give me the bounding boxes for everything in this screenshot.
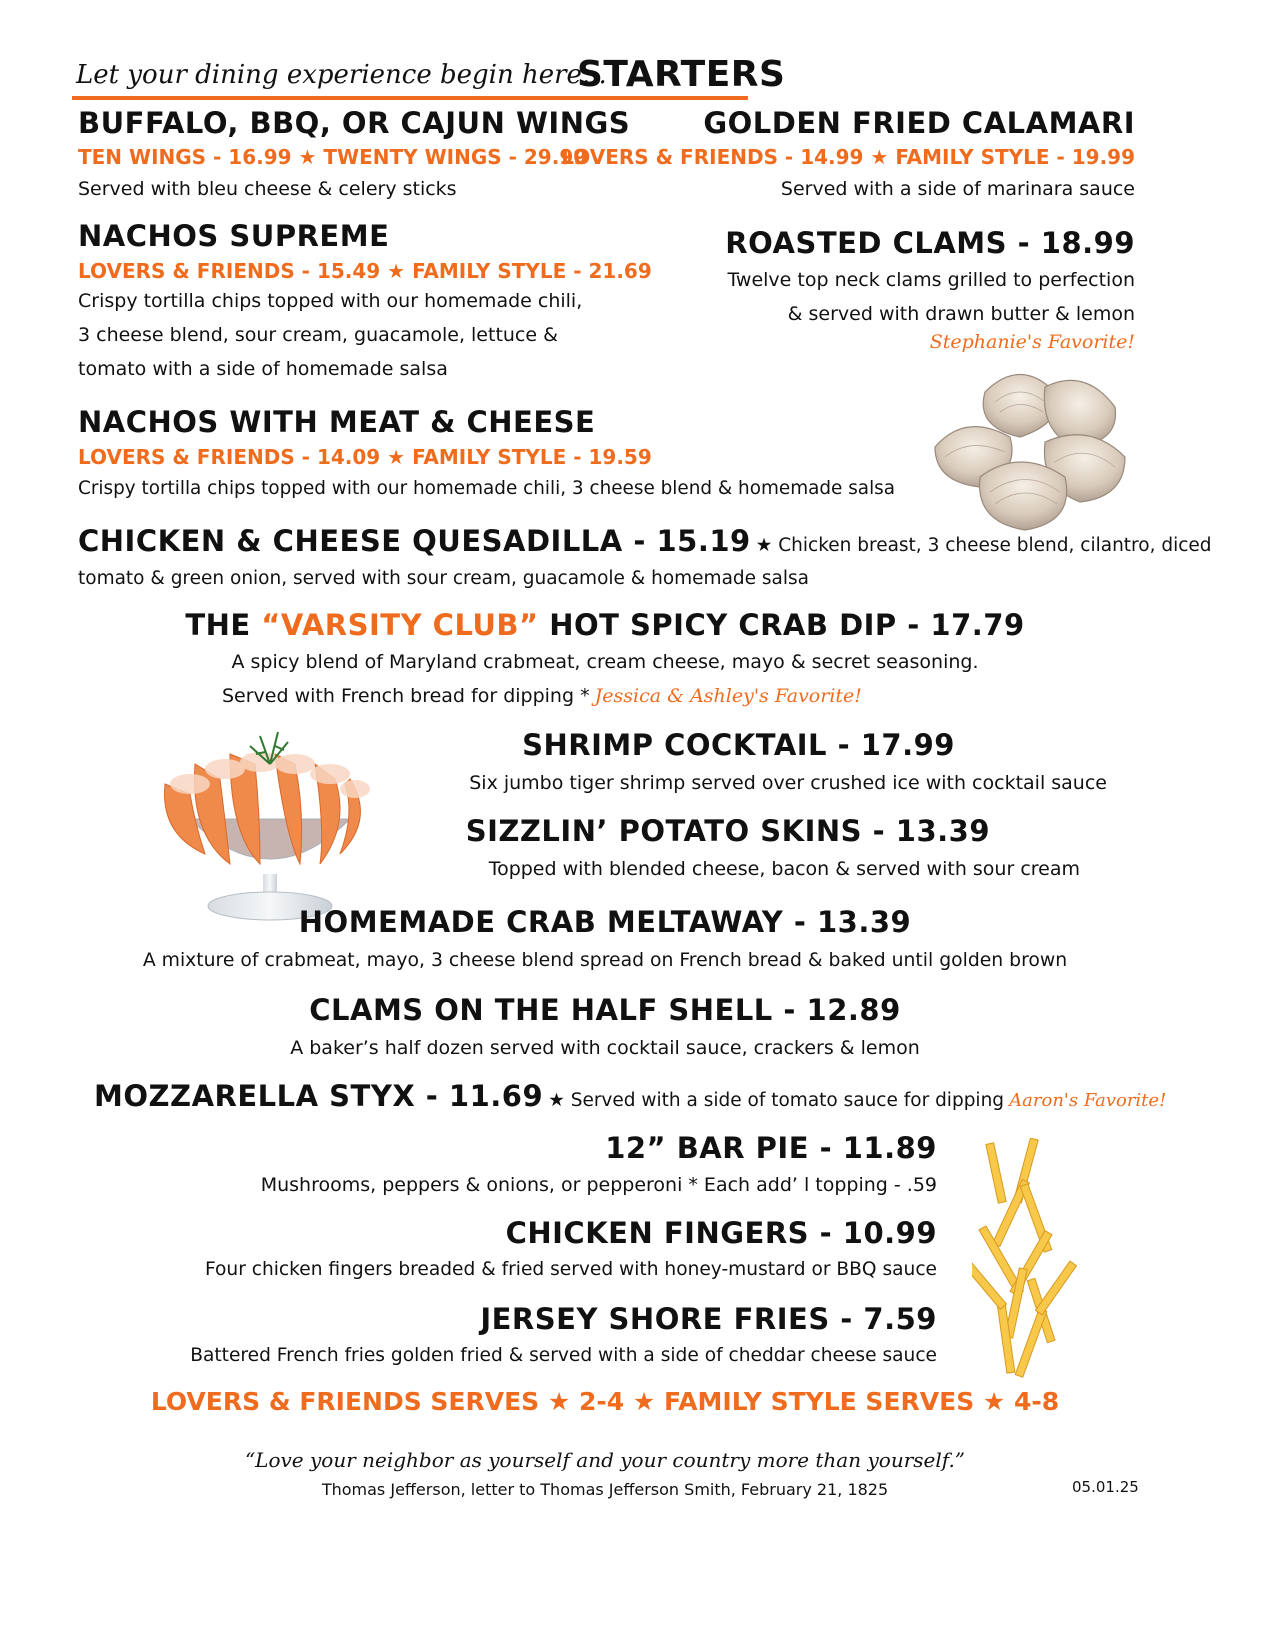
item-name: HOMEMADE CRAB MELTAWAY - 13.39 <box>298 905 912 939</box>
item-desc: Battered French fries golden fried & served with a side of cheddar cheese sauce <box>190 1345 937 1366</box>
item-desc: A baker’s half dozen served with cocktail sauce, crackers & lemon <box>290 1037 920 1059</box>
item-prices: LOVERS & FRIENDS - 15.49 ★ FAMILY STYLE - 21.69 <box>78 259 652 283</box>
item-name: SIZZLIN’ POTATO SKINS - 13.39 <box>465 814 990 848</box>
item-desc-line: tomato with a side of homemade salsa <box>78 358 448 380</box>
item-desc: Mushrooms, peppers & onions, or pepperoni * Each add’ l topping - .59 <box>260 1174 937 1196</box>
fries-photo <box>972 1138 1082 1383</box>
item-name: CHICKEN FINGERS - 10.99 <box>505 1216 937 1250</box>
item-desc: ★ Served with a side of tomato sauce for dipping <box>548 1090 1005 1111</box>
item-desc-line: & served with drawn butter & lemon <box>787 303 1135 325</box>
header-underline <box>72 96 748 100</box>
item-name: CLAMS ON THE HALF SHELL - 12.89 <box>309 993 901 1027</box>
favorite-label: Stephanie's Favorite! <box>929 331 1135 353</box>
item-desc-line: A spicy blend of Maryland crabmeat, cream cheese, mayo & secret seasoning. <box>231 651 979 673</box>
favorite-label: Jessica & Ashley's Favorite! <box>594 685 862 707</box>
item-desc-line: Twelve top neck clams grilled to perfection <box>727 269 1135 291</box>
item-name: BUFFALO, BBQ, OR CAJUN WINGS <box>78 106 631 140</box>
header <box>72 52 786 102</box>
page-title: STARTERS <box>577 54 786 95</box>
item-desc: Four chicken fingers breaded & fried served with honey-mustard or BBQ sauce <box>205 1259 937 1280</box>
item-desc-line: tomato & green onion, served with sour cream, guacamole & homemade salsa <box>78 568 810 589</box>
item-name: SHRIMP COCKTAIL - 17.99 <box>522 728 955 762</box>
footer-quote: “Love your neighbor as yourself and your country more than yourself.” <box>244 1448 966 1472</box>
item-name: MOZZARELLA STYX - 11.69 <box>94 1079 544 1113</box>
item-desc: Topped with blended cheese, bacon & served with sour cream <box>488 858 1080 880</box>
footer-attribution: Thomas Jefferson, letter to Thomas Jefferson Smith, February 21, 1825 <box>321 1480 889 1499</box>
item-name: 12” BAR PIE - 11.89 <box>605 1131 937 1165</box>
item-name: NACHOS SUPREME <box>78 219 390 253</box>
clams-photo <box>925 362 1130 534</box>
item-desc-inline: ★ Chicken breast, 3 cheese blend, cilantro, diced <box>755 535 1212 556</box>
item-desc: Six jumbo tiger shrimp served over crushed ice with cocktail sauce <box>469 772 1107 794</box>
item-desc: Crispy tortilla chips topped with our homemade chili, 3 cheese blend & homemade salsa <box>78 478 896 499</box>
item-desc-line: 3 cheese blend, sour cream, guacamole, lettuce & <box>78 324 558 346</box>
item-desc-line: Served with French bread for dipping * <box>222 685 590 707</box>
item-name-post: HOT SPICY CRAB DIP - 17.79 <box>538 608 1025 642</box>
item-prices: LOVERS & FRIENDS - 14.09 ★ FAMILY STYLE - 19.59 <box>78 445 652 469</box>
item-name: GOLDEN FRIED CALAMARI <box>703 106 1135 140</box>
item-name-highlight: “VARSITY CLUB” <box>261 608 539 642</box>
item-desc: Served with a side of marinara sauce <box>780 178 1135 200</box>
item-name: ROASTED CLAMS - 18.99 <box>725 226 1135 260</box>
item-desc: A mixture of crabmeat, mayo, 3 cheese blend spread on French bread & baked until golden brown <box>142 950 1068 971</box>
item-prices: TEN WINGS - 16.99 ★ TWENTY WINGS - 29.99 <box>78 145 588 169</box>
shrimp-cocktail-photo <box>150 724 390 924</box>
item-name: JERSEY SHORE FRIES - 7.59 <box>480 1302 937 1336</box>
favorite-label: Aaron's Favorite! <box>1009 1090 1167 1111</box>
date-code: 05.01.25 <box>1072 1478 1139 1496</box>
item-desc: Served with bleu cheese & celery sticks <box>78 178 457 200</box>
item-prices: LOVERS & FRIENDS - 14.99 ★ FAMILY STYLE - 19.99 <box>561 145 1135 169</box>
item-name: NACHOS WITH MEAT & CHEESE <box>78 405 596 439</box>
item-desc-line: Crispy tortilla chips topped with our homemade chili, <box>78 290 583 312</box>
header-tagline: Let your dining experience begin here... <box>76 60 607 90</box>
item-name-pre: THE <box>185 608 262 642</box>
serves-note: LOVERS & FRIENDS SERVES ★ 2-4 ★ FAMILY STYLE SERVES ★ 4-8 <box>150 1387 1060 1416</box>
item-name: CHICKEN & CHEESE QUESADILLA - 15.19 <box>78 524 751 558</box>
